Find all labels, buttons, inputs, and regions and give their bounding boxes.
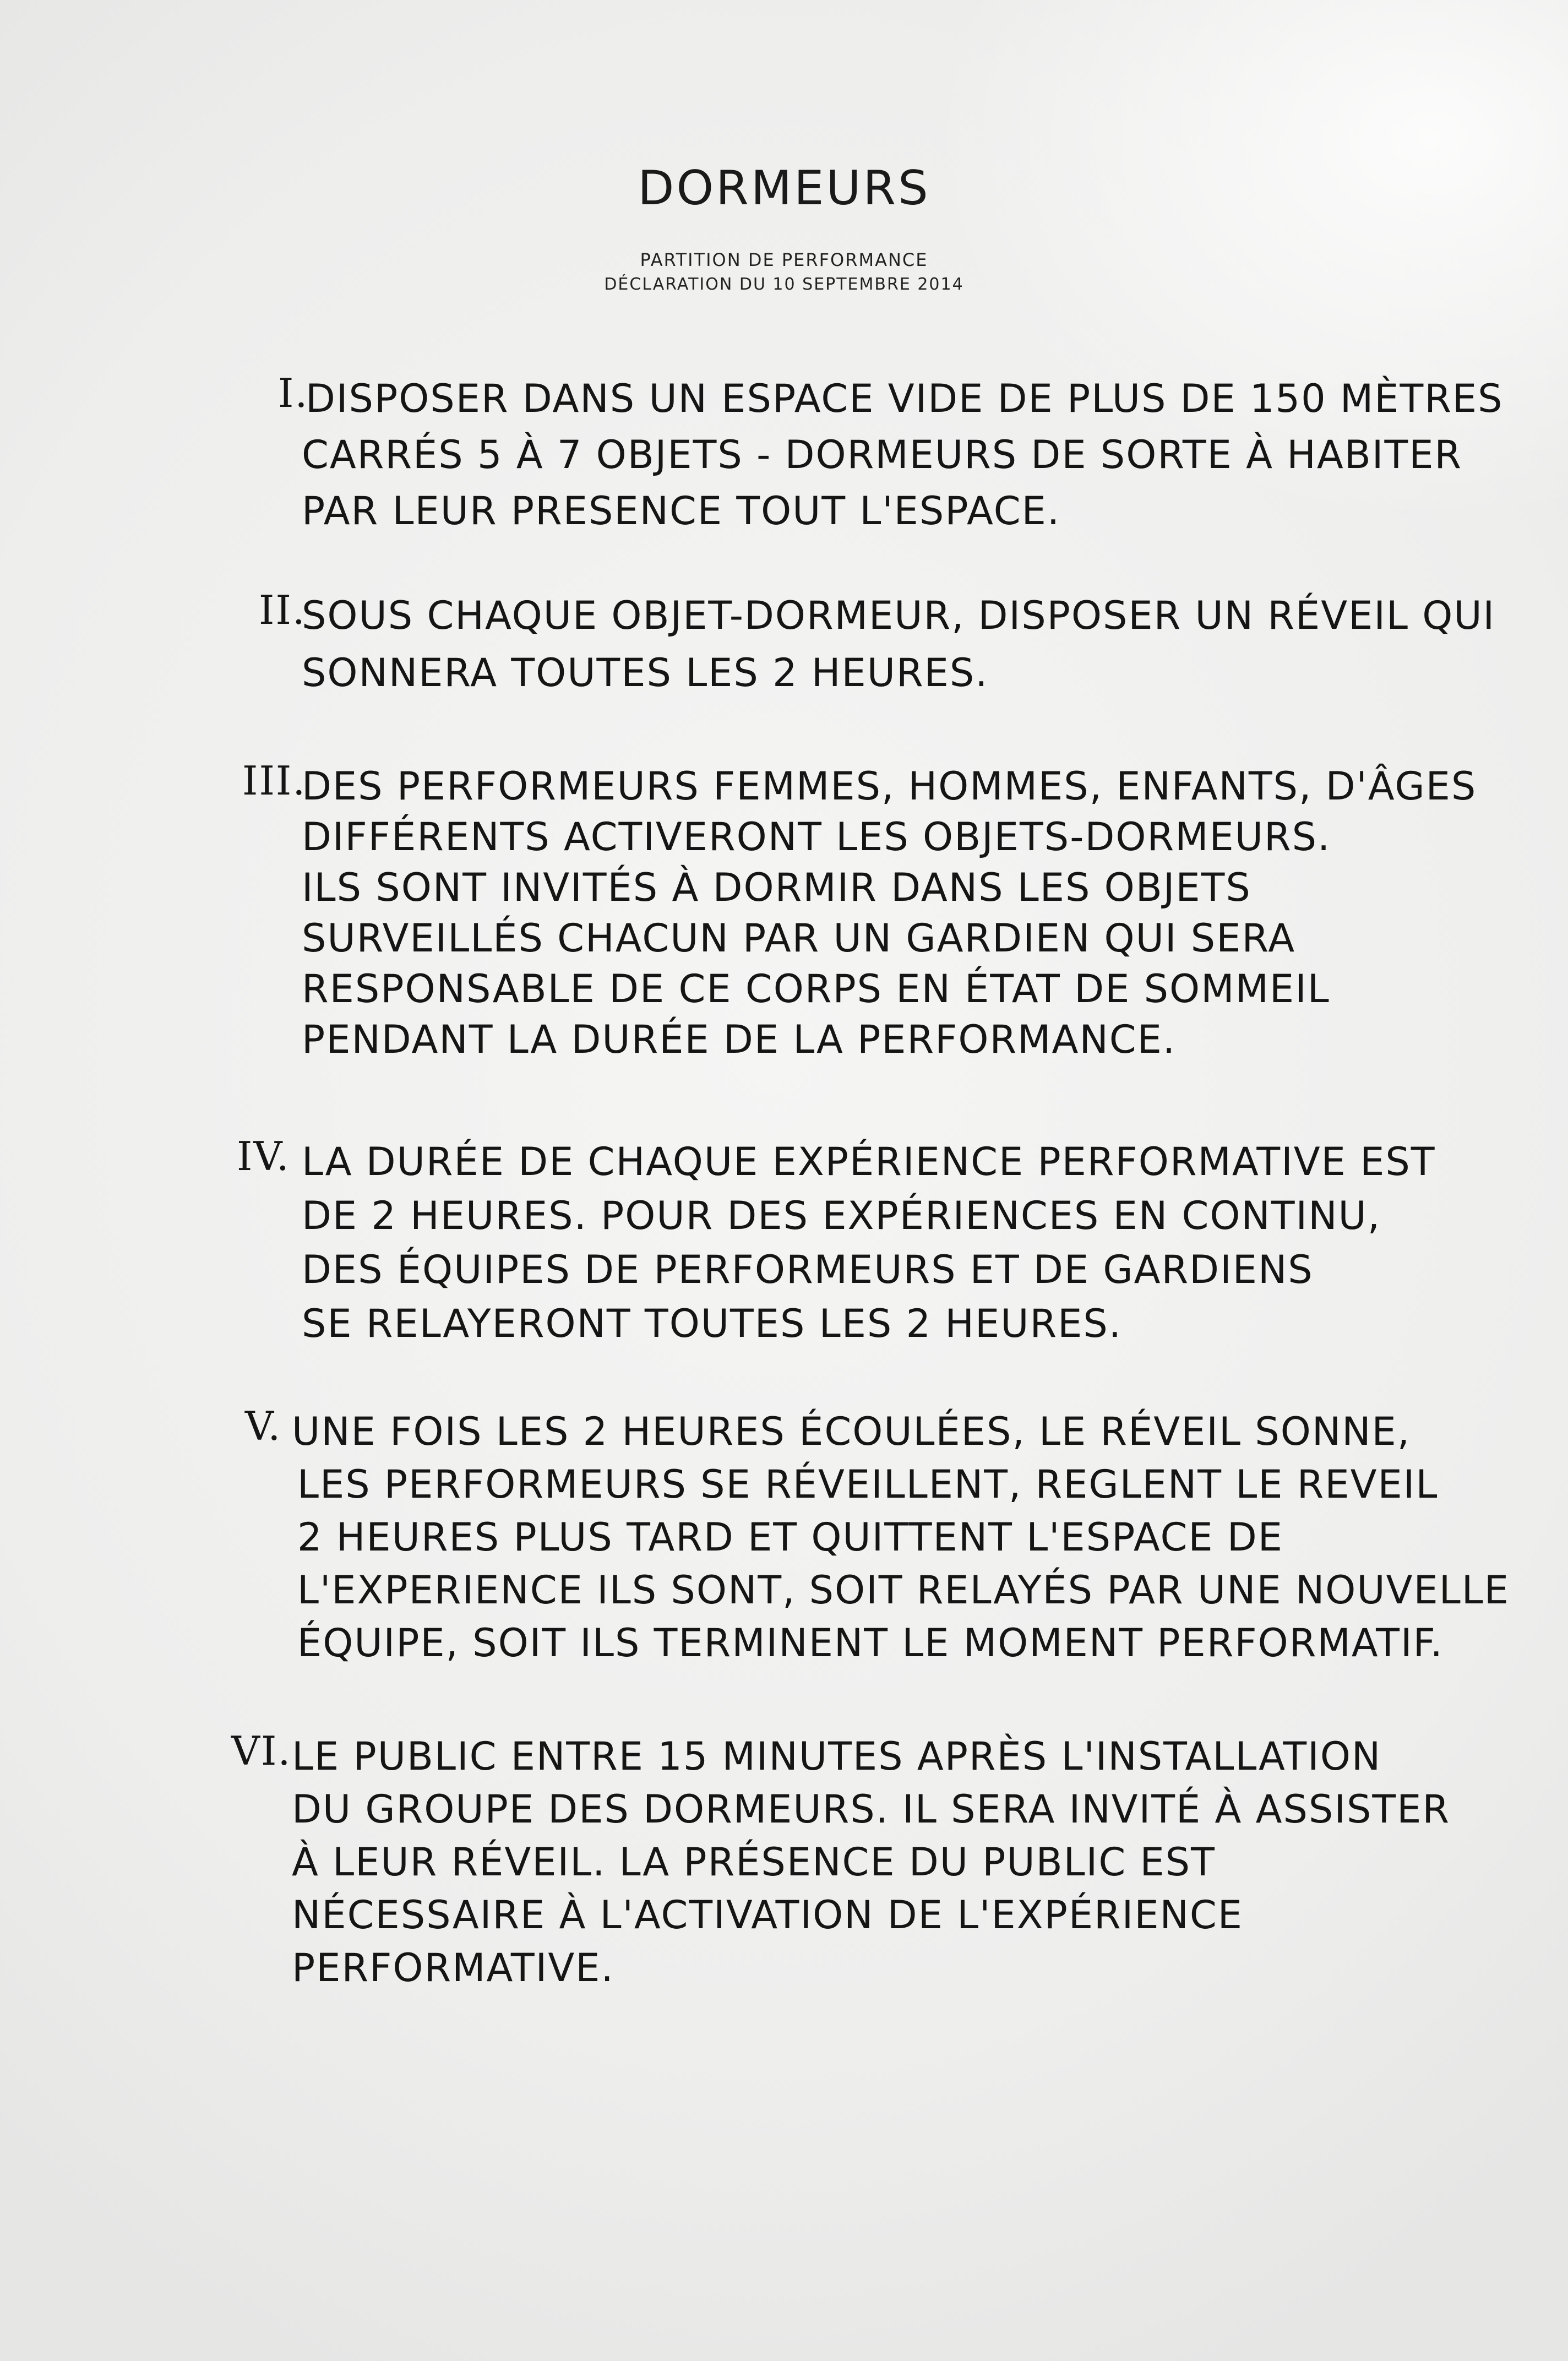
article-line: SURVEILLÉS CHACUN PAR UN GARDIEN QUI SERA [302, 916, 1296, 961]
article-line: PAR LEUR PRESENCE TOUT L'ESPACE. [302, 488, 1061, 534]
declaration-date: DÉCLARATION DU 10 SEPTEMBRE 2014 [604, 275, 964, 294]
article-line: SOUS CHAQUE OBJET-DORMEUR, DISPOSER UN RÉVEIL QUI [302, 593, 1496, 638]
article-line: PERFORMATIVE. [292, 1945, 614, 1990]
article-line: PENDANT LA DURÉE DE LA PERFORMANCE. [302, 1017, 1177, 1062]
article-line: SONNERA TOUTES LES 2 HEURES. [302, 650, 989, 695]
article-number: V. [245, 1403, 282, 1449]
article-number: IV. [237, 1133, 290, 1179]
article-number: I. [278, 370, 309, 416]
document-subtitle: PARTITION DE PERFORMANCE [640, 249, 928, 270]
article-line: À LEUR RÉVEIL. LA PRÉSENCE DU PUBLIC EST [292, 1840, 1216, 1885]
article-line: ILS SONT INVITÉS À DORMIR DANS LES OBJETS [302, 865, 1251, 910]
article-line: DES PERFORMEURS FEMMES, HOMMES, ENFANTS, D'ÂGES [302, 764, 1477, 809]
article-line: 2 HEURES PLUS TARD ET QUITTENT L'ESPACE DE [297, 1515, 1283, 1560]
article-line: LE PUBLIC ENTRE 15 MINUTES APRÈS L'INSTALLATION [292, 1734, 1382, 1779]
article-number: III. [242, 758, 307, 804]
article-line: SE RELAYERONT TOUTES LES 2 HEURES. [302, 1301, 1123, 1346]
article-line: UNE FOIS LES 2 HEURES ÉCOULÉES, LE RÉVEIL SONNE, [292, 1409, 1411, 1454]
article-line: LES PERFORMEURS SE RÉVEILLENT, REGLENT LE REVEIL [297, 1462, 1439, 1507]
article-line: DISPOSER DANS UN ESPACE VIDE DE PLUS DE 150 MÈTRES [306, 376, 1504, 421]
article-line: DES ÉQUIPES DE PERFORMEURS ET DE GARDIENS [302, 1247, 1314, 1292]
article-line: DE 2 HEURES. POUR DES EXPÉRIENCES EN CONTINU, [302, 1193, 1381, 1238]
article-line: L'EXPERIENCE ILS SONT, SOIT RELAYÉS PAR UNE NOUVELLE [297, 1568, 1510, 1613]
article-line: LA DURÉE DE CHAQUE EXPÉRIENCE PERFORMATIVE EST [302, 1139, 1436, 1184]
article-number: VI. [231, 1728, 292, 1774]
document-title: DORMEURS [638, 161, 930, 216]
article-line: DU GROUPE DES DORMEURS. IL SERA INVITÉ À ASSISTER [292, 1787, 1451, 1832]
article-number: II. [259, 587, 306, 633]
article-line: CARRÉS 5 À 7 OBJETS - DORMEURS DE SORTE À HABITER [302, 432, 1463, 477]
article-line: DIFFÉRENTS ACTIVERONT LES OBJETS-DORMEURS. [302, 814, 1331, 859]
article-line: RESPONSABLE DE CE CORPS EN ÉTAT DE SOMMEIL [302, 966, 1330, 1011]
article-line: NÉCESSAIRE À L'ACTIVATION DE L'EXPÉRIENCE [292, 1892, 1244, 1938]
article-line: ÉQUIPE, SOIT ILS TERMINENT LE MOMENT PERFORMATIF. [297, 1620, 1444, 1666]
